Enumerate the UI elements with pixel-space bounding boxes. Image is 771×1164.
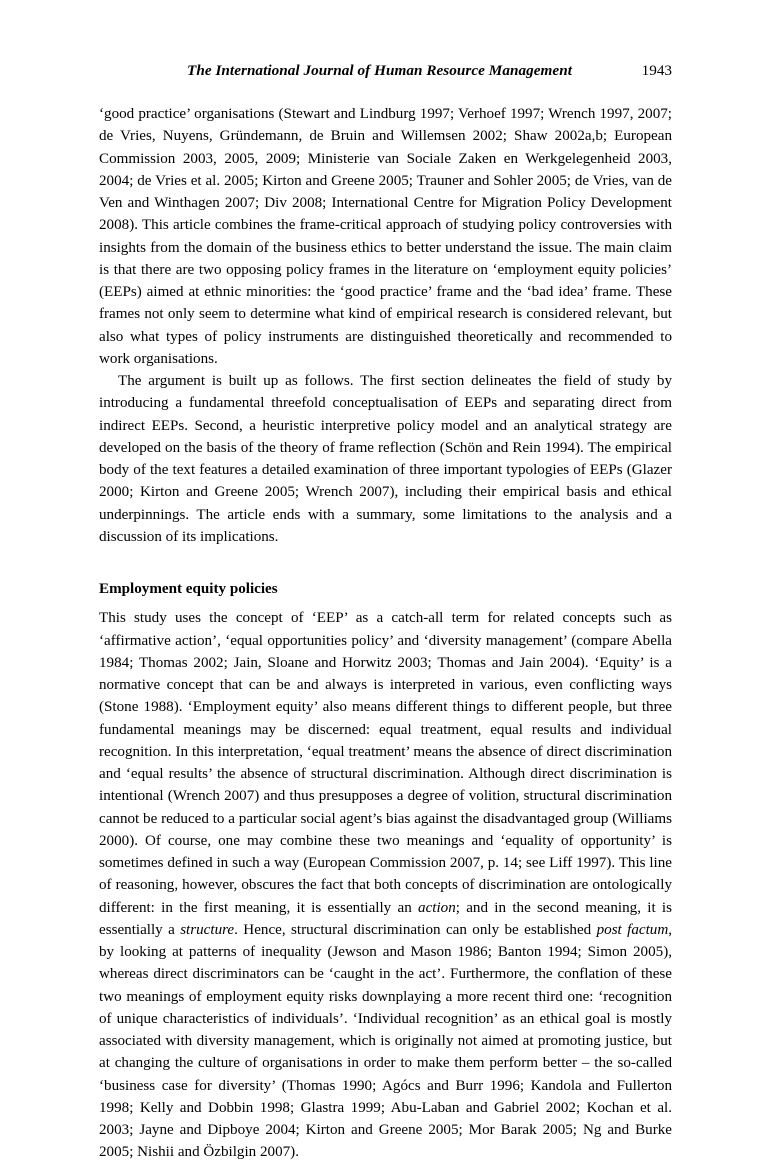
text-run-1: This study uses the concept of ‘EEP’ as a catch-all term for related concepts such as ‘affirmative action’, ‘equal opportunities policy’ and ‘diversity management’ (compare Abella 1984; Thomas 2002; Jain, Sloane and Horwitz 2003; Thomas and Jain 2004). ‘Equity’ is a normative concept that can be and always is interpreted in various, even conflicting ways (Stone 1988). ‘Employment equity’ also means different things to different people, but three fundamental meanings may be discerned: equal treatment, equal results and individual recognition. In this interpretation, ‘equal treatment’ means the absence of direct discrimination and ‘equal results’ the absence of structural discrimination. Although direct discrimination is intentional (Wrench 2007) and thus presupposes a degree of volition, structural discrimination cannot be reduced to a particular social agent’s bias against the disadvantaged group (Williams 2000). Of course, one may combine these two meanings and ‘equality of opportunity’ is sometimes defined in such a way (European Commission 2007, p. 14; see Liff 1997). This line of reasoning, however, obscures the fact that both concepts of discrimination are ontologically different: in the first meaning, it is essentially an (99, 610, 672, 916)
text-run-2: ; and in the second meaning, it is essentially a (99, 899, 672, 938)
emphasis-structure: structure (180, 921, 235, 938)
paragraph-eep-definition (99, 607, 672, 1163)
emphasis-post-factum: post factum (596, 921, 669, 938)
text-run-3: . Hence, structural discrimination can only be established (234, 921, 597, 938)
heading-spacer-top (99, 548, 672, 578)
page-number: 1943 (641, 62, 672, 79)
emphasis-action: action (418, 899, 456, 916)
section-heading: Employment equity policies (99, 581, 278, 597)
text-run-4: , by looking at patterns of inequality (Jewson and Mason 1986; Banton 1994; Simon 2005), whereas direct discriminators can be ‘caught in the act’. Furthermore, the conflation of these two meanings of employment equity risks downplaying a more recent third one: ‘recognition of unique characteristics of individuals’. ‘Individual recognition’ as an ethical goal is mostly associated with diversity management, which is originally not aimed at promoting justice, but at changing the culture of organisations in order to make them perform better – the so-called ‘business case for diversity’ (Thomas 1990; Agócs and Burr 1996; Kandola and Fullerton 1998; Kelly and Dobbin 1998; Glastra 1999; Abu-Laban and Gabriel 2002; Kochan et al. 2003; Jayne and Dipboye 2004; Kirton and Greene 2005; Mor Barak 2005; Ng and Burke 2005; Nishii and Özbilgin 2007). (99, 921, 672, 1161)
paragraph-continued: ‘good practice’ organisations (Stewart and Lindburg 1997; Verhoef 1997; Wrench 1997, 2007; de Vries, Nuyens, Gründemann, de Bruin and Willemsen 2002; Shaw 2002a,b; European Commission 2003, 2005, 2009; Ministerie van Sociale Zaken en Werkgelegenheid 2003, 2004; de Vries et al. 2005; Kirton and Greene 2005; Trauner and Sohler 2005; de Vries, van de Ven and Winthagen 2007; Div 2008; International Centre for Migration Policy Development 2008). This article combines the frame-critical approach of studying policy controversies with insights from the domain of the business ethics to better understand the issue. The main claim is that there are two opposing policy frames in the literature on ‘employment equity policies’ (EEPs) aimed at ethnic minorities: the ‘good practice’ frame and the ‘bad idea’ frame. These frames not only seem to determine what kind of empirical research is considered relevant, but also what types of policy instruments are distinguished theoretically and recommended to work organisations. (99, 106, 672, 367)
heading-spacer-bottom (99, 600, 672, 607)
journal-title: The International Journal of Human Resource Management (187, 62, 572, 79)
paragraph-argument-structure: The argument is built up as follows. The first section delineates the field of study by introducing a fundamental threefold conceptualisation of EEPs and separating direct from indirect EEPs. Second, a heuristic interpretive policy model and an analytical strategy are developed on the basis of the theory of frame reflection (Schön and Rein 1994). The empirical body of the text features a detailed examination of three important typologies of EEPs (Glazer 2000; Kirton and Greene 2005; Wrench 2007), including their empirical basis and ethical underpinnings. The article ends with a summary, some limitations to the analysis and a discussion of its implications. (99, 373, 672, 545)
running-head (99, 62, 672, 84)
body-column (99, 103, 672, 1164)
